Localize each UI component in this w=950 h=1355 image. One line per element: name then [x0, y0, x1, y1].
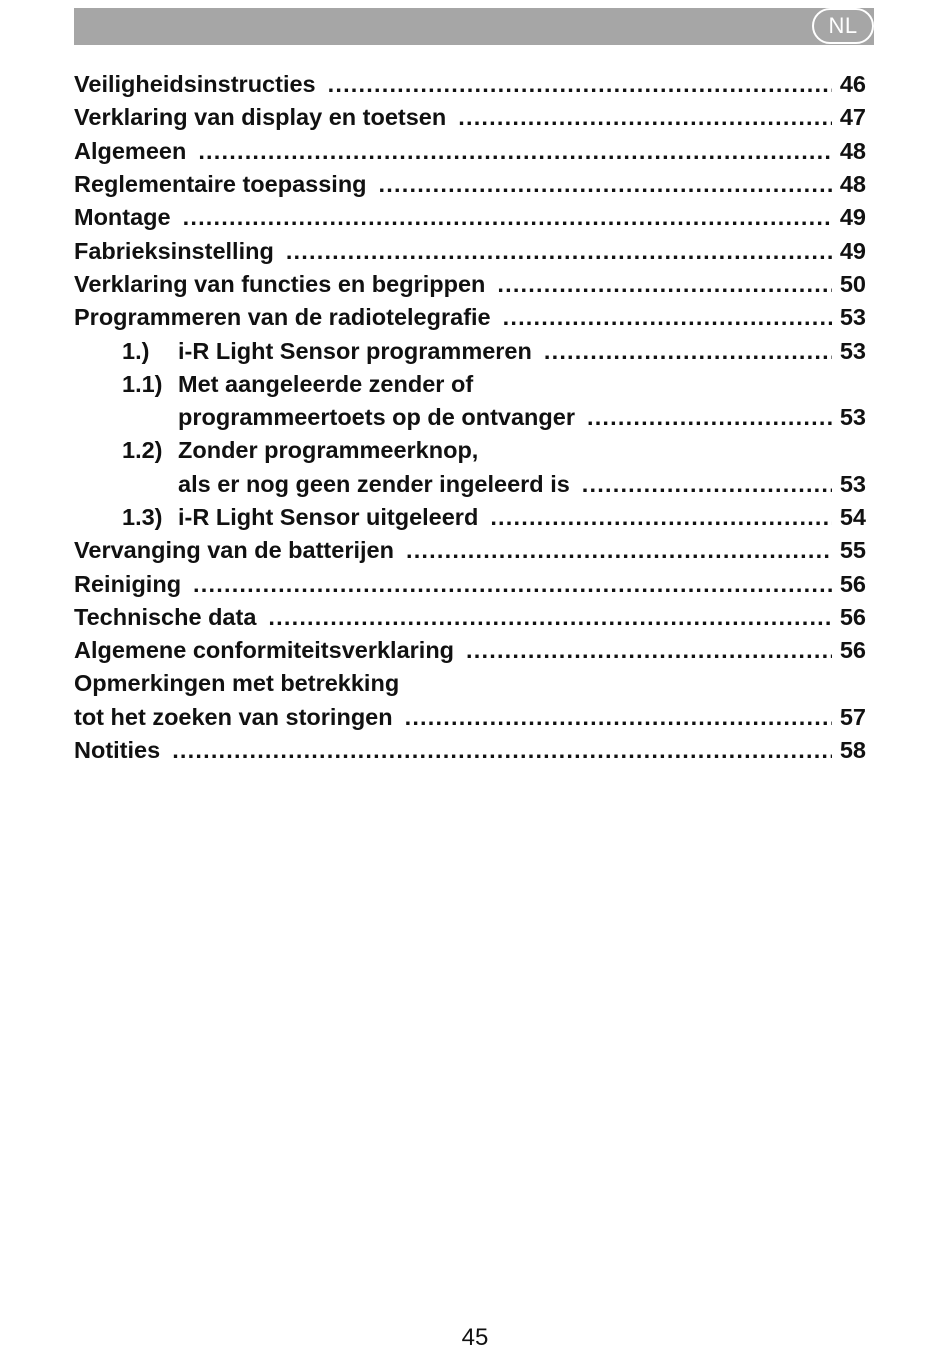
toc-entry-number: 1.3) [122, 504, 163, 530]
toc-leader-dots [582, 471, 832, 498]
toc-leader-dots [183, 204, 832, 231]
toc-entry[interactable] [74, 268, 866, 301]
toc-entry-page: 54 [839, 504, 866, 530]
toc-entry-title: Technische data [74, 603, 257, 630]
toc-entry-page: 56 [839, 603, 866, 630]
toc-entry[interactable] [74, 534, 866, 567]
toc-entry-page: 53 [839, 470, 866, 497]
toc-entry-title: Zonder programmeerknop, [178, 437, 479, 464]
toc-entry[interactable] [74, 301, 866, 334]
toc-entry[interactable] [74, 101, 866, 134]
toc-leader-dots [286, 238, 832, 265]
header-bar [74, 8, 874, 45]
page-number: 45 [461, 1324, 489, 1351]
toc-entry-page: 46 [839, 71, 866, 98]
toc-leader-dots [587, 404, 832, 431]
toc-leader-dots [490, 504, 832, 531]
toc-leader-dots [193, 571, 832, 598]
toc-leader-dots [268, 604, 831, 631]
toc-entry[interactable] [74, 135, 866, 168]
toc-entry-page: 56 [839, 637, 866, 664]
toc-entry-title: Fabrieksinstelling [74, 237, 274, 264]
toc-entry-title: Verklaring van display en toetsen [74, 104, 447, 131]
toc-entry-title: Reglementaire toepassing [74, 171, 367, 198]
toc-entry-title: Programmeren van de radiotelegrafie [74, 304, 491, 331]
toc-subentry-continuation[interactable] [74, 401, 866, 434]
toc-entry-title: Vervanging van de batterijen [74, 537, 394, 564]
toc-entry-title: Notities [74, 737, 161, 764]
toc-entry[interactable] [74, 68, 866, 101]
toc-entry-page: 53 [839, 404, 866, 431]
toc-entry-page: 48 [839, 171, 866, 198]
toc-entry-page: 49 [839, 204, 866, 231]
toc-entry-number: 1.) [122, 337, 150, 364]
toc-leader-dots [466, 637, 832, 664]
toc-entry-title: programmeertoets op de ontvanger [178, 404, 575, 431]
toc-leader-dots [544, 338, 832, 365]
toc-entry-page: 48 [839, 137, 866, 164]
toc-entry[interactable] [74, 168, 866, 201]
toc-leader-dots [198, 138, 832, 165]
toc-subentry[interactable] [74, 434, 866, 467]
toc-leader-dots [497, 271, 831, 298]
toc-entry-title: Montage [74, 204, 171, 231]
toc-entry-title: Algemene conformiteitsverklaring [74, 637, 455, 664]
toc-entry-number: 1.1) [122, 370, 163, 397]
toc-entry-title: Verklaring van functies en begrippen [74, 270, 486, 297]
toc-subentry[interactable] [74, 368, 866, 401]
toc-entry-page: 58 [839, 737, 866, 764]
toc-leader-dots [379, 171, 832, 198]
toc-entry[interactable] [74, 234, 866, 267]
toc-entry-number: 1.2) [122, 437, 163, 464]
toc-entry[interactable] [74, 734, 866, 767]
toc-entry-title: Reiniging [74, 570, 182, 597]
toc-entry-title: Algemeen [74, 137, 187, 164]
toc-entry-page: 47 [839, 104, 866, 131]
toc-entry-title: i-R Light Sensor programmeren [178, 337, 532, 364]
toc-entry[interactable] [74, 601, 866, 634]
toc-leader-dots [328, 71, 832, 98]
toc-entry-page: 53 [839, 304, 866, 331]
toc-entry-title: i-R Light Sensor uitgeleerd [178, 504, 479, 530]
language-badge: NL [812, 8, 874, 44]
toc-subentry-continuation[interactable] [74, 468, 866, 501]
toc-entry-title: tot het zoeken van storingen [74, 703, 393, 730]
toc-entry-title: Opmerkingen met betrekking [74, 670, 400, 697]
toc-entry-page: 55 [839, 537, 866, 564]
table-of-contents [74, 68, 866, 767]
toc-leader-dots [406, 537, 832, 564]
toc-entry[interactable] [74, 201, 866, 234]
toc-entry-page: 49 [839, 237, 866, 264]
toc-entry-title: als er nog geen zender ingeleerd is [178, 470, 570, 497]
toc-entry-title: Veiligheidsinstructies [74, 71, 316, 98]
toc-leader-dots [458, 104, 832, 131]
toc-leader-dots [172, 737, 832, 764]
toc-entry-page: 57 [839, 703, 866, 730]
toc-entry-continuation[interactable] [74, 701, 866, 734]
toc-entry-page: 56 [839, 570, 866, 597]
toc-leader-dots [503, 304, 832, 331]
toc-entry[interactable] [74, 667, 866, 700]
toc-entry-page: 50 [839, 270, 866, 297]
toc-subentry[interactable] [74, 334, 866, 367]
toc-leader-dots [405, 704, 832, 731]
toc-entry-page: 53 [839, 337, 866, 364]
toc-entry-title: Met aangeleerde zender of [178, 370, 474, 397]
toc-entry[interactable] [74, 634, 866, 667]
toc-entry[interactable] [74, 567, 866, 600]
toc-subentry[interactable] [74, 501, 866, 534]
